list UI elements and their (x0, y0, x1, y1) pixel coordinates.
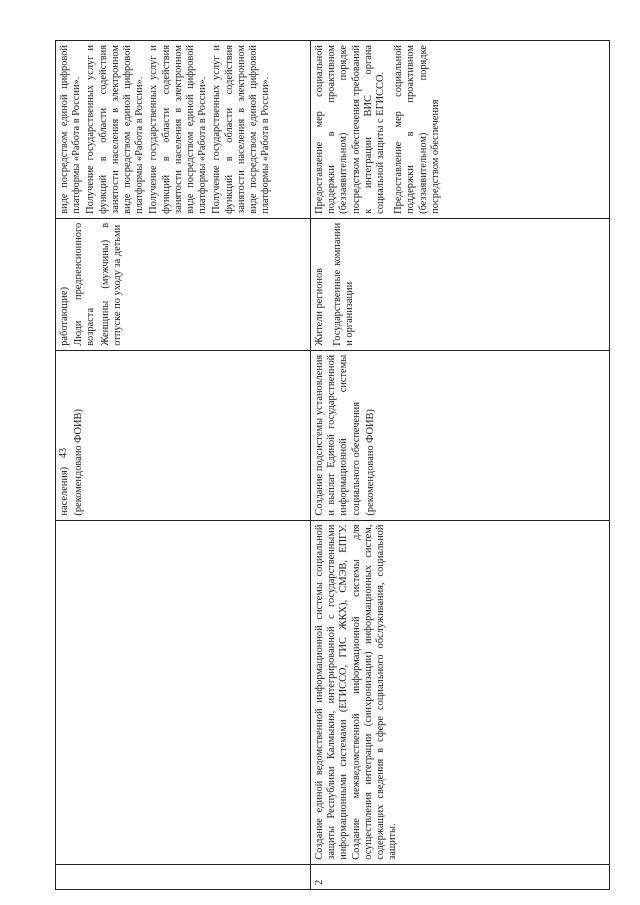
cell-number: 2 (311, 864, 610, 889)
result-item: виде посредством единой цифровой платформы «Работа в России». (59, 45, 83, 214)
cell-measure (311, 350, 610, 520)
target-group-item: Государственные компании и организации (332, 222, 356, 346)
cell-results (56, 41, 311, 219)
table-row (56, 41, 311, 890)
result-item: Получение государственных услуг и функций в области содействия занятости населения в электронном виде посредством единой цифровой платформы «Работа в России». (148, 45, 209, 214)
target-group-item: Жители регионов (314, 267, 325, 346)
measure-text: Создание подсистемы установления и выплат Единой государственной информационной системы социального обеспечения (314, 354, 362, 516)
table-row (311, 41, 610, 890)
result-item: Предоставление мер социальной поддержки в проактивном (беззаявительном) порядке посредством обеспечения требований к интеграции ВИС органа социальной защиты с ЕГИССО. (314, 45, 387, 214)
result-item: Получение государственных услуг и функций в области содействия занятости населения в электронном виде посредством единой цифровой платформы «Работа в России». (85, 45, 146, 214)
measure-note: (рекомендовано ФОИВ) (364, 409, 376, 516)
result-item: Получение государственных услуг и функций в области содействия занятости населения в электронном виде посредством единой цифровой платформы «Работа в России». (211, 45, 272, 214)
target-group-item: Люди предпенсионного возраста (73, 222, 97, 346)
cell-results (311, 41, 610, 219)
target-group-item: Женщины (мужчины) в отпуске по уходу за детьми (99, 222, 123, 346)
result-item: Предоставление мер социальной поддержки в проактивном (беззаявительном) порядке посредством обеспечения (393, 45, 441, 214)
page-number: 43 (58, 448, 69, 458)
cell-target-group (311, 218, 610, 350)
measure-text: населения) (59, 466, 70, 516)
cell-target-group (56, 218, 311, 350)
target-group-item: работающие) (59, 286, 70, 346)
program-table (55, 40, 610, 890)
measure-note: (рекомендовано ФОИВ) (73, 409, 85, 516)
cell-goal (56, 520, 311, 864)
cell-measure (56, 350, 311, 520)
cell-number (56, 864, 311, 889)
cell-goal: Создание единой ведомственной информационной системы социальной защиты Республики Калмыкия, интегрированной с государственными информационными системами (ЕГИССО, ГИС ЖКХ), СМЭВ, ЕПГУ. Создание межведомственной информационной системы для осуществления интеграции (синхронизации) информационных систем, содержащих сведения в сфере социального обслуживания, социальной защиты. (311, 520, 610, 864)
rotated-page (55, 30, 610, 890)
